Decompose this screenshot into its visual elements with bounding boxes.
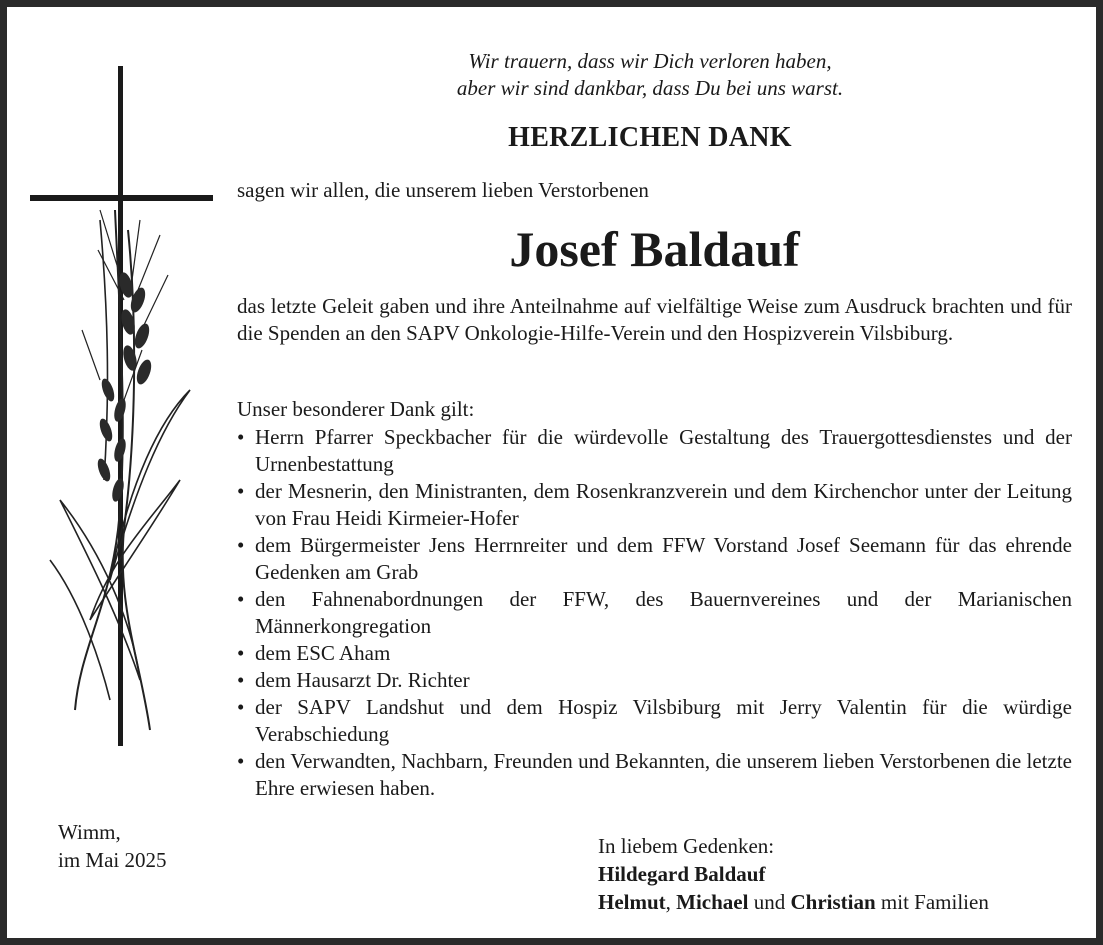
list-item: • der SAPV Landshut und dem Hospiz Vilsbiburg mit Jerry Valentin für die würdige Verabschiedung: [237, 694, 1072, 748]
signature-intro: In liebem Gedenken:: [598, 834, 775, 858]
page-heading: HERZLICHEN DANK: [508, 122, 792, 153]
place-date: [58, 818, 167, 874]
list-item: • den Verwandten, Nachbarn, Freunden und Bekannten, die unserem lieben Verstorbenen die letzte Ehre erwiesen haben.: [237, 748, 1072, 802]
thanks-list: [237, 424, 1072, 802]
list-item: • dem Bürgermeister Jens Herrnreiter und dem FFW Vorstand Josef Seemann für das ehrende Gedenken am Grab: [237, 532, 1072, 586]
signature-family-line: [598, 888, 989, 916]
list-item: • der Mesnerin, den Ministranten, dem Rosenkranzverein und dem Kirchenchor unter der Leitung von Frau Heidi Kirmeier-Hofer: [237, 478, 1072, 532]
deceased-name: Josef Baldauf: [509, 221, 800, 277]
intro-text: sagen wir allen, die unserem lieben Verstorbenen: [237, 178, 649, 202]
signature-suffix: mit Familien: [875, 890, 989, 914]
place-line: Wimm,: [58, 820, 121, 844]
date-line: im Mai 2025: [58, 848, 167, 872]
thanks-paragraph: das letzte Geleit gaben und ihre Anteilnahme auf vielfältige Weise zum Ausdruck brachten und für die Spenden an den SAPV Onkologie-Hilfe-Verein und den Hospizverein Vilsbiburg.: [237, 294, 1072, 345]
signature-separator: ,: [665, 890, 677, 914]
thanks-list-title: Unser besonderer Dank gilt:: [237, 397, 475, 421]
signature-name-michael: Michael: [676, 890, 749, 914]
list-item: • dem ESC Aham: [237, 640, 1072, 667]
motto-quote: [320, 48, 980, 102]
motto-line-2: aber wir sind dankbar, dass Du bei uns warst.: [456, 76, 844, 100]
motto-line-1: Wir trauern, dass wir Dich verloren haben,: [468, 49, 832, 73]
list-item: • den Fahnenabordnungen der FFW, des Bauernvereines und der Marianischen Männerkongregation: [237, 586, 1072, 640]
signature-name-helmut: Helmut: [598, 890, 666, 914]
signature-name-christian: Christian: [790, 890, 876, 914]
signature-name-hildegard: Hildegard Baldauf: [598, 862, 766, 886]
list-item: • dem Hausarzt Dr. Richter: [237, 667, 1072, 694]
list-item: • Herrn Pfarrer Speckbacher für die würdevolle Gestaltung des Trauergottesdienstes und der Urnenbestattung: [237, 424, 1072, 478]
signature-separator: und: [748, 890, 791, 914]
cross-with-wheat-icon: [20, 60, 230, 760]
signature-block: [598, 832, 989, 916]
